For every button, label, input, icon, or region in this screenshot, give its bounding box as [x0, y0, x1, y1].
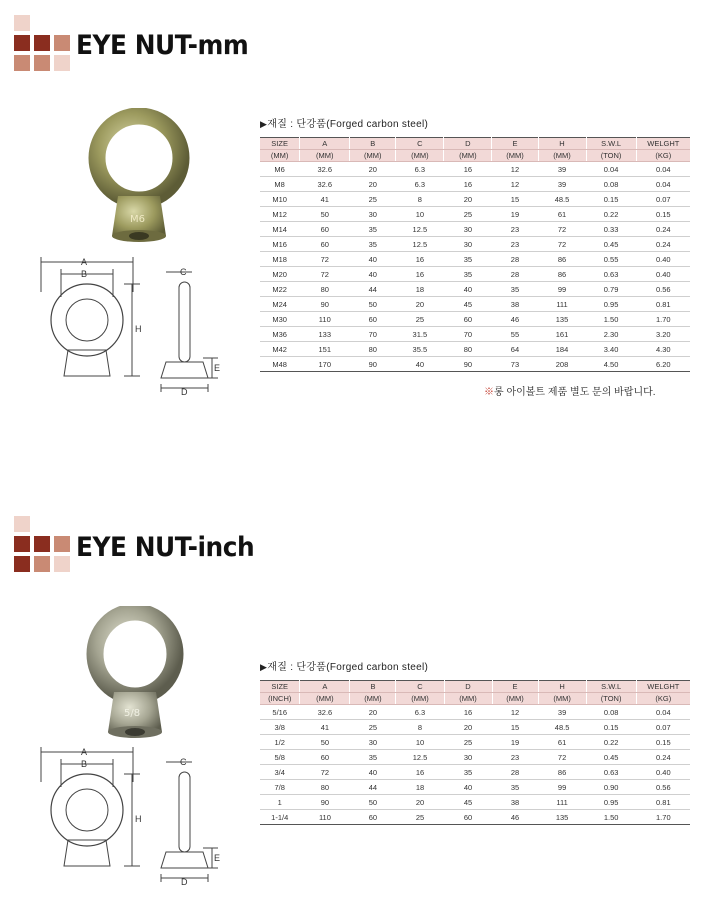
value-cell: 1.50: [586, 810, 636, 825]
column-header: (MM): [538, 693, 586, 705]
value-cell: 0.24: [636, 237, 690, 252]
value-cell: 16: [396, 252, 444, 267]
value-cell: 28: [492, 765, 538, 780]
value-cell: 0.24: [636, 750, 690, 765]
table-row: [260, 780, 690, 795]
value-cell: 35: [492, 282, 538, 297]
table-row: [260, 750, 690, 765]
size-cell: M6: [260, 162, 300, 177]
value-cell: 41: [300, 192, 350, 207]
value-cell: 0.33: [586, 222, 636, 237]
value-cell: 44: [350, 282, 396, 297]
photo-stamp: 5/8: [124, 708, 141, 719]
material-label: ▶재질 : 단강품(Forged carbon steel): [260, 662, 429, 673]
value-cell: 39: [538, 705, 586, 720]
value-cell: 0.45: [586, 750, 636, 765]
value-cell: 20: [350, 705, 396, 720]
value-cell: 32.6: [300, 177, 350, 192]
value-cell: 99: [538, 282, 586, 297]
value-cell: 0.22: [586, 207, 636, 222]
value-cell: 73: [492, 357, 538, 372]
value-cell: 170: [300, 357, 350, 372]
value-cell: 111: [538, 297, 586, 312]
value-cell: 72: [300, 765, 350, 780]
dim-label-h: H: [135, 814, 142, 824]
value-cell: 0.63: [586, 267, 636, 282]
value-cell: 90: [300, 795, 350, 810]
table-row: [260, 177, 690, 192]
value-cell: 72: [538, 750, 586, 765]
value-cell: 50: [300, 207, 350, 222]
value-cell: 0.40: [636, 267, 690, 282]
column-header: (MM): [260, 150, 300, 162]
value-cell: 0.95: [586, 795, 636, 810]
value-cell: 10: [396, 735, 444, 750]
value-cell: 44: [350, 780, 396, 795]
spec-table-mm: [260, 137, 690, 372]
value-cell: 25: [444, 207, 492, 222]
table-row: [260, 795, 690, 810]
value-cell: 35: [444, 267, 492, 282]
column-header: WELGHT: [636, 681, 690, 693]
value-cell: 46: [492, 810, 538, 825]
value-cell: 70: [444, 327, 492, 342]
value-cell: 48.5: [538, 720, 586, 735]
value-cell: 1.50: [586, 312, 636, 327]
value-cell: 30: [444, 750, 492, 765]
value-cell: 32.6: [300, 162, 350, 177]
value-cell: 0.15: [586, 720, 636, 735]
value-cell: 72: [300, 267, 350, 282]
column-header: (MM): [444, 150, 492, 162]
dim-label-a: A: [81, 747, 88, 757]
value-cell: 39: [538, 177, 586, 192]
value-cell: 12: [492, 705, 538, 720]
value-cell: 40: [396, 357, 444, 372]
value-cell: 61: [538, 735, 586, 750]
section-title: EYE NUT-inch: [76, 532, 255, 563]
value-cell: 12: [492, 162, 538, 177]
value-cell: 0.95: [586, 297, 636, 312]
value-cell: 35: [444, 252, 492, 267]
value-cell: 23: [492, 750, 538, 765]
table-row: [260, 342, 690, 357]
value-cell: 12.5: [396, 750, 444, 765]
value-cell: 110: [300, 810, 350, 825]
table-row: [260, 327, 690, 342]
column-header: (MM): [492, 150, 538, 162]
value-cell: 135: [538, 312, 586, 327]
value-cell: 19: [492, 207, 538, 222]
value-cell: 48.5: [538, 192, 586, 207]
value-cell: 80: [350, 342, 396, 357]
value-cell: 86: [538, 267, 586, 282]
column-header: SIZE: [260, 681, 300, 693]
value-cell: 38: [492, 297, 538, 312]
table-row: [260, 252, 690, 267]
size-cell: M10: [260, 192, 300, 207]
dim-label-d: D: [181, 877, 188, 887]
value-cell: 8: [396, 192, 444, 207]
material-label: ▶재질 : 단강품(Forged carbon steel): [260, 119, 429, 130]
value-cell: 0.15: [636, 735, 690, 750]
value-cell: 161: [538, 327, 586, 342]
value-cell: 80: [300, 282, 350, 297]
size-cell: M42: [260, 342, 300, 357]
value-cell: 60: [300, 750, 350, 765]
size-cell: 1: [260, 795, 300, 810]
value-cell: 41: [300, 720, 350, 735]
size-cell: M8: [260, 177, 300, 192]
column-header: H: [538, 138, 586, 150]
value-cell: 110: [300, 312, 350, 327]
dim-label-b: B: [81, 759, 88, 769]
table-row: [260, 282, 690, 297]
value-cell: 3.20: [636, 327, 690, 342]
value-cell: 111: [538, 795, 586, 810]
column-header: A: [300, 138, 350, 150]
value-cell: 40: [444, 282, 492, 297]
value-cell: 6.3: [396, 177, 444, 192]
value-cell: 16: [444, 177, 492, 192]
size-cell: 1/2: [260, 735, 300, 750]
value-cell: 86: [538, 765, 586, 780]
value-cell: 35: [492, 780, 538, 795]
value-cell: 25: [444, 735, 492, 750]
value-cell: 20: [350, 162, 396, 177]
value-cell: 90: [444, 357, 492, 372]
value-cell: 20: [396, 297, 444, 312]
value-cell: 0.04: [636, 177, 690, 192]
value-cell: 0.45: [586, 237, 636, 252]
size-cell: M16: [260, 237, 300, 252]
value-cell: 0.15: [636, 207, 690, 222]
value-cell: 64: [492, 342, 538, 357]
value-cell: 184: [538, 342, 586, 357]
column-header: (MM): [538, 150, 586, 162]
value-cell: 0.08: [586, 177, 636, 192]
value-cell: 15: [492, 192, 538, 207]
table-row: [260, 720, 690, 735]
table-row: [260, 765, 690, 780]
value-cell: 12.5: [396, 237, 444, 252]
value-cell: 61: [538, 207, 586, 222]
value-cell: 60: [350, 312, 396, 327]
column-header: D: [444, 138, 492, 150]
value-cell: 0.07: [636, 192, 690, 207]
brand-mosaic-logo: [14, 516, 72, 574]
dim-label-d: D: [181, 387, 188, 397]
size-cell: M30: [260, 312, 300, 327]
value-cell: 0.81: [636, 795, 690, 810]
size-cell: M48: [260, 357, 300, 372]
spec-table-inch: [260, 680, 690, 825]
column-header: S.W.L: [586, 681, 636, 693]
notice-mark: ※: [484, 387, 494, 398]
column-header: (TON): [586, 693, 636, 705]
value-cell: 0.40: [636, 252, 690, 267]
value-cell: 2.30: [586, 327, 636, 342]
value-cell: 16: [396, 267, 444, 282]
column-header: E: [492, 681, 538, 693]
column-header: E: [492, 138, 538, 150]
value-cell: 4.30: [636, 342, 690, 357]
brand-mosaic-logo: [14, 15, 72, 73]
table-row: [260, 705, 690, 720]
front-view-diagram: [36, 742, 146, 877]
value-cell: 72: [300, 252, 350, 267]
value-cell: 30: [350, 735, 396, 750]
value-cell: 30: [444, 222, 492, 237]
value-cell: 80: [300, 780, 350, 795]
value-cell: 38: [492, 795, 538, 810]
table-row: [260, 192, 690, 207]
size-cell: 5/16: [260, 705, 300, 720]
value-cell: 6.20: [636, 357, 690, 372]
value-cell: 72: [538, 222, 586, 237]
dim-label-c: C: [180, 757, 187, 767]
value-cell: 0.15: [586, 192, 636, 207]
value-cell: 28: [492, 252, 538, 267]
dim-label-c: C: [180, 267, 187, 277]
value-cell: 50: [350, 297, 396, 312]
value-cell: 0.07: [636, 720, 690, 735]
value-cell: 0.79: [586, 282, 636, 297]
value-cell: 60: [444, 810, 492, 825]
value-cell: 12: [492, 177, 538, 192]
value-cell: 23: [492, 222, 538, 237]
table-row: [260, 162, 690, 177]
column-header: (MM): [350, 693, 396, 705]
size-cell: M12: [260, 207, 300, 222]
value-cell: 28: [492, 267, 538, 282]
value-cell: 40: [444, 780, 492, 795]
column-header: C: [396, 681, 444, 693]
value-cell: 35: [350, 222, 396, 237]
value-cell: 99: [538, 780, 586, 795]
table-row: [260, 267, 690, 282]
column-header: (MM): [492, 693, 538, 705]
column-header: (KG): [636, 693, 690, 705]
value-cell: 0.56: [636, 282, 690, 297]
value-cell: 0.04: [636, 162, 690, 177]
size-cell: M14: [260, 222, 300, 237]
column-header: A: [300, 681, 350, 693]
value-cell: 31.5: [396, 327, 444, 342]
value-cell: 18: [396, 780, 444, 795]
value-cell: 86: [538, 252, 586, 267]
table-row: [260, 237, 690, 252]
value-cell: 60: [350, 810, 396, 825]
value-cell: 35: [444, 765, 492, 780]
eye-nut-photo: [84, 108, 194, 248]
value-cell: 10: [396, 207, 444, 222]
value-cell: 4.50: [586, 357, 636, 372]
value-cell: 6.3: [396, 705, 444, 720]
value-cell: 20: [396, 795, 444, 810]
value-cell: 72: [538, 237, 586, 252]
value-cell: 0.90: [586, 780, 636, 795]
value-cell: 208: [538, 357, 586, 372]
eye-nut-inch-section: [0, 510, 720, 910]
value-cell: 60: [444, 312, 492, 327]
value-cell: 0.22: [586, 735, 636, 750]
column-header: (MM): [444, 693, 492, 705]
value-cell: 39: [538, 162, 586, 177]
value-cell: 151: [300, 342, 350, 357]
triangle-bullet-icon: ▶: [260, 662, 268, 672]
value-cell: 8: [396, 720, 444, 735]
value-cell: 16: [444, 705, 492, 720]
value-cell: 40: [350, 252, 396, 267]
column-header: B: [350, 138, 396, 150]
value-cell: 25: [396, 810, 444, 825]
value-cell: 6.3: [396, 162, 444, 177]
column-header: SIZE: [260, 138, 300, 150]
value-cell: 3.40: [586, 342, 636, 357]
table-row: [260, 297, 690, 312]
value-cell: 20: [444, 192, 492, 207]
column-header: D: [444, 681, 492, 693]
table-row: [260, 810, 690, 825]
table-row: [260, 312, 690, 327]
value-cell: 0.55: [586, 252, 636, 267]
value-cell: 40: [350, 267, 396, 282]
value-cell: 40: [350, 765, 396, 780]
value-cell: 25: [396, 312, 444, 327]
size-cell: 7/8: [260, 780, 300, 795]
value-cell: 1.70: [636, 810, 690, 825]
value-cell: 0.24: [636, 222, 690, 237]
column-header: WELGHT: [636, 138, 690, 150]
column-header: (MM): [396, 693, 444, 705]
value-cell: 0.08: [586, 705, 636, 720]
value-cell: 30: [350, 207, 396, 222]
notice-text: ※롱 아이볼트 제품 별도 문의 바랍니다.: [484, 387, 656, 398]
section-title: EYE NUT-mm: [76, 30, 249, 61]
table-row: [260, 222, 690, 237]
value-cell: 20: [350, 177, 396, 192]
front-view-diagram: [36, 252, 146, 387]
value-cell: 0.81: [636, 297, 690, 312]
value-cell: 35.5: [396, 342, 444, 357]
value-cell: 19: [492, 735, 538, 750]
value-cell: 46: [492, 312, 538, 327]
dim-label-h: H: [135, 324, 142, 334]
value-cell: 0.04: [586, 162, 636, 177]
photo-stamp: M6: [130, 214, 145, 225]
value-cell: 60: [300, 222, 350, 237]
column-header: (MM): [396, 150, 444, 162]
dim-label-b: B: [81, 269, 88, 279]
value-cell: 0.04: [636, 705, 690, 720]
triangle-bullet-icon: ▶: [260, 119, 268, 129]
column-header: S.W.L: [586, 138, 636, 150]
value-cell: 18: [396, 282, 444, 297]
column-header: (KG): [636, 150, 690, 162]
value-cell: 23: [492, 237, 538, 252]
value-cell: 32.6: [300, 705, 350, 720]
side-view-diagram: [158, 752, 228, 887]
column-header: H: [538, 681, 586, 693]
value-cell: 0.63: [586, 765, 636, 780]
value-cell: 0.40: [636, 765, 690, 780]
value-cell: 60: [300, 237, 350, 252]
column-header: (TON): [586, 150, 636, 162]
table-row: [260, 735, 690, 750]
eye-nut-photo: [80, 606, 190, 746]
value-cell: 35: [350, 237, 396, 252]
size-cell: M36: [260, 327, 300, 342]
value-cell: 133: [300, 327, 350, 342]
column-header: (MM): [350, 150, 396, 162]
side-view-diagram: [158, 262, 228, 397]
value-cell: 0.56: [636, 780, 690, 795]
size-cell: M24: [260, 297, 300, 312]
value-cell: 35: [350, 750, 396, 765]
value-cell: 20: [444, 720, 492, 735]
dim-label-e: E: [214, 853, 221, 863]
column-header: B: [350, 681, 396, 693]
table-row: [260, 207, 690, 222]
column-header: (INCH): [260, 693, 300, 705]
size-cell: 5/8: [260, 750, 300, 765]
value-cell: 25: [350, 720, 396, 735]
value-cell: 15: [492, 720, 538, 735]
value-cell: 55: [492, 327, 538, 342]
value-cell: 12.5: [396, 222, 444, 237]
value-cell: 70: [350, 327, 396, 342]
value-cell: 80: [444, 342, 492, 357]
value-cell: 50: [350, 795, 396, 810]
size-cell: M20: [260, 267, 300, 282]
value-cell: 90: [300, 297, 350, 312]
dim-label-e: E: [214, 363, 221, 373]
column-header: (MM): [300, 693, 350, 705]
column-header: (MM): [300, 150, 350, 162]
value-cell: 25: [350, 192, 396, 207]
size-cell: M22: [260, 282, 300, 297]
value-cell: 16: [444, 162, 492, 177]
value-cell: 45: [444, 795, 492, 810]
value-cell: 50: [300, 735, 350, 750]
value-cell: 30: [444, 237, 492, 252]
value-cell: 1.70: [636, 312, 690, 327]
size-cell: M18: [260, 252, 300, 267]
dim-label-a: A: [81, 257, 88, 267]
value-cell: 90: [350, 357, 396, 372]
size-cell: 3/8: [260, 720, 300, 735]
value-cell: 45: [444, 297, 492, 312]
value-cell: 16: [396, 765, 444, 780]
value-cell: 135: [538, 810, 586, 825]
column-header: C: [396, 138, 444, 150]
size-cell: 3/4: [260, 765, 300, 780]
table-row: [260, 357, 690, 372]
size-cell: 1-1/4: [260, 810, 300, 825]
